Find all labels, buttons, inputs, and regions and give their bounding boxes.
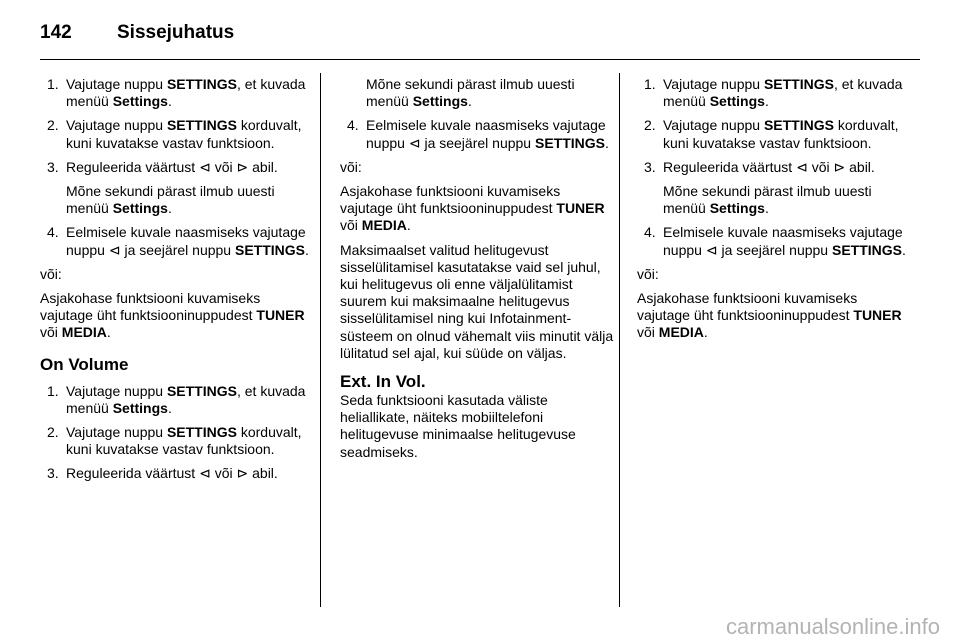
list-item: 1. Vajutage nuppu SETTINGS, et kuvada menüü Settings.: [47, 76, 306, 110]
paragraph: Seda funktsiooni kasutada väliste heliallikate, näiteks mobiiltelefoni helitugevuse minimaalse helitugevuse seadmiseks.: [340, 392, 576, 460]
list-item-note: Mõne sekundi pärast ilmub uuesti menüü Settings.: [366, 76, 575, 110]
list-item-note: Mõne sekundi pärast ilmub uuesti menüü Settings.: [66, 183, 275, 217]
decrease-arrow-icon: ⊲: [199, 465, 211, 482]
increase-arrow-icon: ⊳: [833, 158, 846, 175]
column-divider: [320, 73, 321, 607]
back-arrow-icon: ⊲: [108, 241, 121, 258]
list-item: 3. Reguleerida väärtust ⊲ või ⊳ abil. Mõne sekundi pärast ilmub uuesti menüü Settings.: [637, 159, 911, 218]
decrease-arrow-icon: ⊲: [796, 158, 808, 175]
page-header: [40, 22, 920, 46]
list-item-note: Mõne sekundi pärast ilmub uuesti menüü Settings.: [663, 183, 872, 217]
increase-arrow-icon: ⊳: [236, 465, 249, 482]
column-1: [40, 76, 314, 490]
header-rule: [40, 59, 920, 60]
list-item: 1. Vajutage nuppu SETTINGS, et kuvada menüü Settings.: [644, 76, 903, 110]
list-item: 3. Reguleerida väärtust ⊲ või ⊳ abil. Mõne sekundi pärast ilmub uuesti menüü Settings.: [40, 159, 314, 218]
section-heading: On Volume: [40, 354, 129, 374]
list-item: 1. Vajutage nuppu SETTINGS, et kuvada menüü Settings.: [47, 382, 306, 416]
list-item: 3. Reguleerida väärtust ⊲ või ⊳ abil.: [47, 465, 278, 482]
section-heading: Ext. In Vol.: [340, 372, 426, 392]
list-item: 4. Eelmisele kuvale naasmiseks vajutage nuppu ⊲ ja seejärel nuppu SETTINGS.: [347, 117, 609, 151]
list-item: 4. Eelmisele kuvale naasmiseks vajutage nuppu ⊲ ja seejärel nuppu SETTINGS.: [644, 224, 906, 258]
list-item: 2. Vajutage nuppu SETTINGS korduvalt, kuni kuvatakse vastav funktsioon.: [644, 117, 899, 151]
list-item: 2. Vajutage nuppu SETTINGS korduvalt, kuni kuvatakse vastav funktsioon.: [47, 424, 302, 458]
back-arrow-icon: ⊲: [408, 134, 421, 151]
column-3: [637, 76, 911, 349]
decrease-arrow-icon: ⊲: [199, 158, 211, 175]
back-arrow-icon: ⊲: [705, 241, 718, 258]
page-number: 142: [40, 22, 72, 43]
column-2: [340, 76, 614, 468]
paragraph: Asjakohase funktsiooni kuvamiseks vajutage üht funktsiooninuppudest TUNER või MEDIA.: [40, 290, 305, 341]
or-text: või:: [340, 158, 362, 175]
column-divider: [619, 73, 620, 607]
watermark: carmanualsonline.info: [725, 614, 940, 639]
list-item: 4. Eelmisele kuvale naasmiseks vajutage nuppu ⊲ ja seejärel nuppu SETTINGS.: [47, 224, 309, 258]
paragraph: Asjakohase funktsiooni kuvamiseks vajutage üht funktsiooninuppudest TUNER või MEDIA.: [637, 290, 902, 341]
list-item: 2. Vajutage nuppu SETTINGS korduvalt, kuni kuvatakse vastav funktsioon.: [47, 117, 302, 151]
increase-arrow-icon: ⊳: [236, 158, 249, 175]
paragraph: Asjakohase funktsiooni kuvamiseks vajutage üht funktsiooninuppudest TUNER või MEDIA.: [340, 183, 605, 234]
paragraph: Maksimaalset valitud helitugevust sisselülitamisel kasutatakse vaid sel juhul, kui helitugevus oli enne väljalülitamist suurem kui maksimaalne helitugevus sisselülitamisel ning kui Infotainment-süsteem on olnud vähemalt viis minutit välja lülitatud sel ajal, kui süüde on väljas.: [340, 241, 614, 361]
or-text: või:: [40, 265, 62, 282]
or-text: või:: [637, 265, 659, 282]
page-title: Sissejuhatus: [117, 22, 235, 43]
